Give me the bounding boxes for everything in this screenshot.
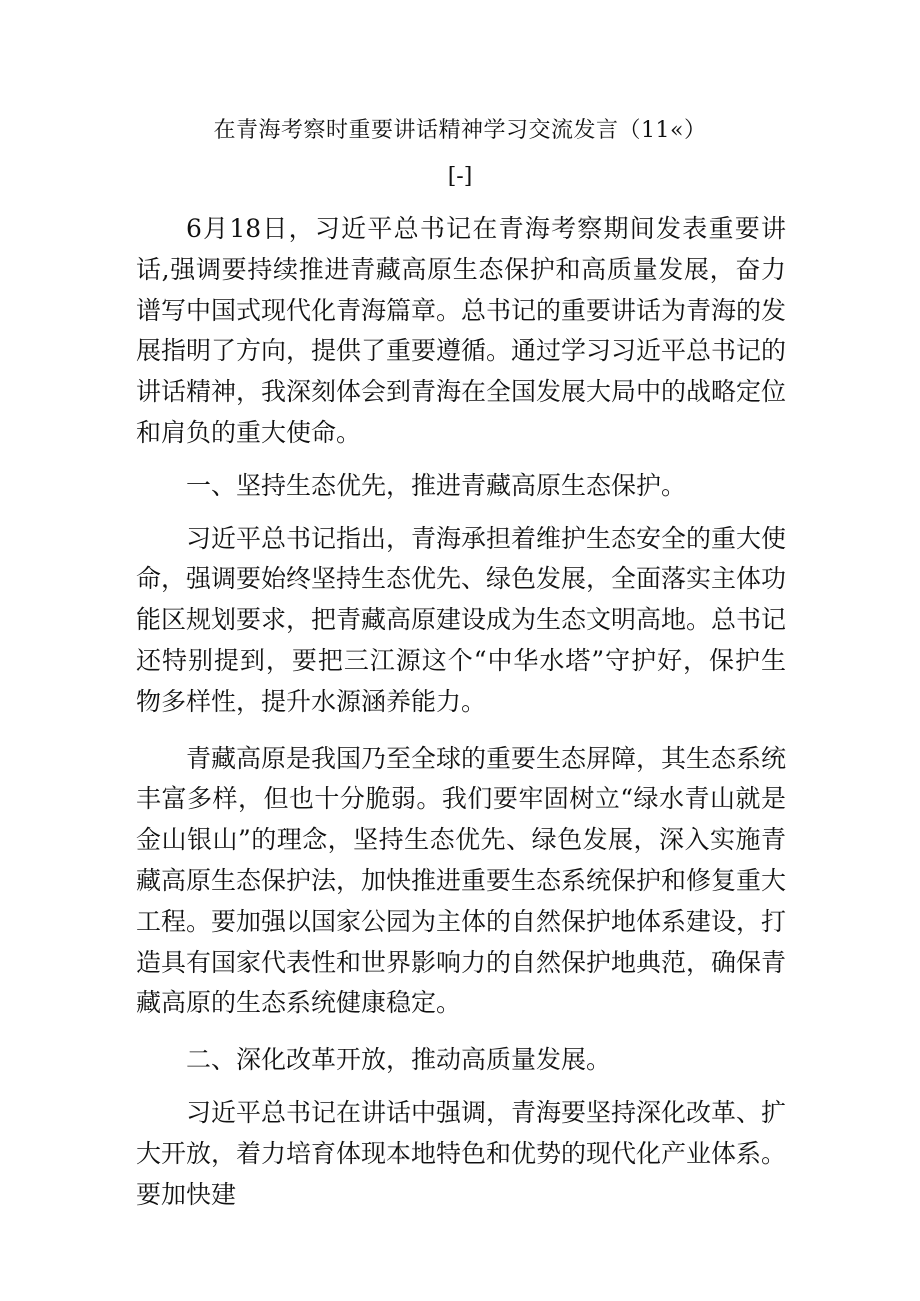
paragraph-ecology-speech: 习近平总书记指出，青海承担着维护生态安全的重大使命，强调要始终坚持生态优先、绿色发展，全面落实主体功能区规划要求，把青藏高原建设成为生态文明高地。总书记还特别提到，要把三江源这个“中华水塔”守护好，保护生物多样性，提升水源涵养能力。	[136, 523, 787, 716]
section-heading-2: 二、深化改革开放，推动高质量发展。	[186, 1045, 612, 1075]
section-heading-1: 一、坚持生态优先，推进青藏高原生态保护。	[186, 470, 687, 500]
paragraph-intro: 6月18日，习近平总书记在青海考察期间发表重要讲话,强调要持续推进青藏高原生态保护和高质量发展，奋力谱写中国式现代化青海篇章。总书记的重要讲话为青海的发展指明了方向，提供了重要遵循。通过学习习近平总书记的讲话精神，我深刻体会到青海在全国发展大局中的战略定位和肩负的重大使命。	[136, 214, 787, 447]
paragraph-reform: 习近平总书记在讲话中强调，青海要坚持深化改革、扩大开放，着力培育体现本地特色和优势的现代化产业体系。要加快建	[136, 1097, 787, 1209]
section-marker: [-]	[447, 164, 473, 189]
document-title: 在青海考察时重要讲话精神学习交流发言（11«）	[213, 118, 707, 143]
document-body	[136, 209, 786, 1215]
paragraph-ecology-plateau: 青藏高原是我国乃至全球的重要生态屏障，其生态系统丰富多样，但也十分脆弱。我们要牢固树立“绿水青山就是金山银山”的理念，坚持生态优先、绿色发展，深入实施青藏高原生态保护法，加快推进重要生态系统保护和修复重大工程。要加强以国家公园为主体的自然保护地体系建设，打造具有国家代表性和世界影响力的自然保护地典范，确保青藏高原的生态系统健康稳定。	[136, 743, 787, 1018]
